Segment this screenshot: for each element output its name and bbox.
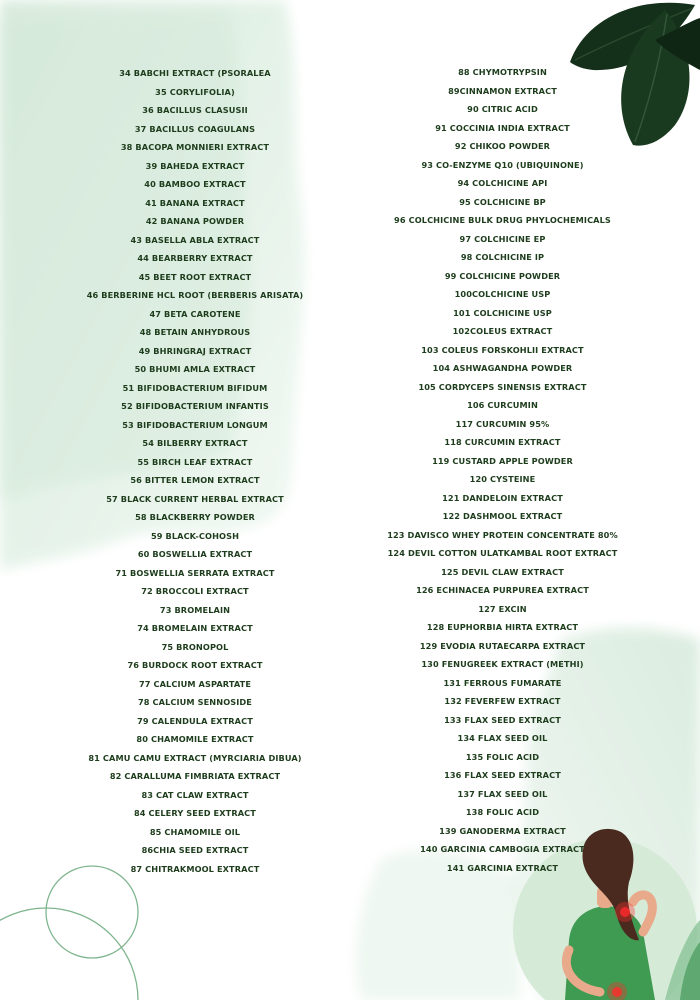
- list-item: 85 CHAMOMILE OIL: [149, 826, 241, 837]
- list-item: 127 EXCIN: [478, 603, 527, 614]
- list-item: 128 EUPHORBIA HIRTA EXTRACT: [426, 622, 579, 632]
- list-item: 58 BLACKBERRY POWDER: [135, 512, 255, 522]
- list-item: 96 COLCHICINE BULK DRUG PHYLOCHEMICALS: [394, 215, 611, 225]
- list-item: 54 BILBERRY EXTRACT: [142, 438, 248, 448]
- list-item: 82 CARALLUMA FIMBRIATA EXTRACT: [109, 771, 281, 781]
- list-item: 50 BHUMI AMLA EXTRACT: [134, 364, 256, 374]
- list-item: 40 BAMBOO EXTRACT: [144, 179, 246, 189]
- list-item: 46 BERBERINE HCL ROOT (BERBERIS ARISATA): [86, 290, 304, 300]
- list-item: 87 CHITRAKMOOL EXTRACT: [130, 863, 260, 874]
- list-item: 45 BEET ROOT EXTRACT: [138, 271, 252, 282]
- list-item: 95 COLCHICINE BP: [459, 196, 546, 207]
- list-item: 117 CURCUMIN 95%: [455, 418, 550, 429]
- list-item: 60 BOSWELLIA EXTRACT: [137, 549, 253, 559]
- list-item: 136 FLAX SEED EXTRACT: [444, 770, 561, 780]
- list-item: 105 CORDYCEPS SINENSIS EXTRACT: [418, 381, 587, 392]
- list-item: 130 FENUGREEK EXTRACT (METHI): [421, 659, 584, 669]
- list-item: 36 BACILLUS CLASUSII: [142, 105, 248, 115]
- list-item: 131 FERROUS FUMARATE: [443, 677, 562, 688]
- list-item: 35 CORYLIFOLIA): [155, 86, 235, 97]
- list-item: 126 ECHINACEA PURPUREA EXTRACT: [416, 585, 589, 595]
- list-item: 138 FOLIC ACID: [465, 807, 540, 817]
- list-item: 76 BURDOCK ROOT EXTRACT: [127, 660, 263, 670]
- list-item: 118 CURCUMIN EXTRACT: [444, 437, 561, 447]
- list-item: 134 FLAX SEED OIL: [457, 733, 548, 743]
- list-item: 132 FEVERFEW EXTRACT: [444, 696, 561, 706]
- list-item: 56 BITTER LEMON EXTRACT: [130, 475, 260, 485]
- list-item: 137 FLAX SEED OIL: [457, 788, 548, 799]
- list-item: 41 BANANA EXTRACT: [145, 197, 245, 208]
- list-item: 79 CALENDULA EXTRACT: [137, 715, 253, 726]
- list-item: 78 CALCIUM SENNOSIDE: [138, 697, 252, 707]
- list-item: 73 BROMELAIN: [159, 604, 231, 615]
- list-item: 135 FOLIC ACID: [465, 751, 540, 762]
- list-item: 139 GANODERMA EXTRACT: [439, 825, 566, 836]
- list-item: 49 BHRINGRAJ EXTRACT: [138, 345, 252, 356]
- list-item: 47 BETA CAROTENE: [149, 308, 241, 319]
- list-item: 88 CHYMOTRYPSIN: [458, 67, 547, 77]
- list-item: 74 BROMELAIN EXTRACT: [137, 623, 253, 633]
- list-item: 99 COLCHICINE POWDER: [444, 270, 561, 281]
- list-item: 51 BIFIDOBACTERIUM BIFIDUM: [122, 382, 268, 393]
- list-item: 94 COLCHICINE API: [457, 178, 548, 188]
- list-item: 48 BETAIN ANHYDROUS: [139, 327, 251, 337]
- list-item: 80 CHAMOMILE EXTRACT: [136, 734, 254, 744]
- list-item: 93 CO-ENZYME Q10 (UBIQUINONE): [421, 159, 584, 170]
- list-item: 101 COLCHICINE USP: [453, 307, 552, 318]
- list-item: 39 BAHEDA EXTRACT: [145, 160, 245, 171]
- list-item: 92 CHIKOO POWDER: [454, 141, 551, 151]
- list-item: 140 GARCINIA CAMBOGIA EXTRACT: [420, 844, 585, 854]
- list-item: 106 CURCUMIN: [467, 400, 538, 410]
- list-item: 89CINNAMON EXTRACT: [448, 85, 557, 96]
- list-item: 44 BEARBERRY EXTRACT: [137, 253, 253, 263]
- list-item: 75 BRONOPOL: [161, 641, 229, 652]
- list-item: 124 DEVIL COTTON ULATKAMBAL ROOT EXTRACT: [387, 548, 618, 558]
- list-item: 141 GARCINIA EXTRACT: [446, 862, 559, 873]
- list-item: 59 BLACK-COHOSH: [150, 530, 240, 541]
- list-item: 38 BACOPA MONNIERI EXTRACT: [120, 142, 270, 152]
- list-item: 34 BABCHI EXTRACT (PSORALEA: [119, 68, 271, 78]
- ingredient-list-left: [60, 64, 330, 878]
- list-item: 97 COLCHICINE EP: [459, 233, 546, 244]
- list-item: 103 COLEUS FORSKOHLII EXTRACT: [421, 344, 584, 355]
- list-item: 77 CALCIUM ASPARTATE: [138, 678, 252, 689]
- list-item: 91 COCCINIA INDIA EXTRACT: [435, 122, 570, 133]
- list-item: 123 DAVISCO WHEY PROTEIN CONCENTRATE 80%: [387, 529, 618, 540]
- list-item: 121 DANDELOIN EXTRACT: [442, 492, 563, 503]
- list-item: 102COLEUS EXTRACT: [452, 326, 553, 336]
- list-item: 133 FLAX SEED EXTRACT: [444, 714, 561, 725]
- list-item: 55 BIRCH LEAF EXTRACT: [137, 456, 253, 467]
- list-item: 81 CAMU CAMU EXTRACT (MYRCIARIA DIBUA): [88, 752, 302, 763]
- list-item: 90 CITRIC ACID: [467, 104, 538, 114]
- list-item: 122 DASHMOOL EXTRACT: [442, 511, 563, 521]
- list-item: 37 BACILLUS COAGULANS: [134, 123, 256, 134]
- list-item: 120 CYSTEINE: [469, 474, 536, 484]
- list-item: 84 CELERY SEED EXTRACT: [134, 808, 256, 818]
- list-item: 129 EVODIA RUTAECARPA EXTRACT: [419, 640, 586, 651]
- list-item: 86CHIA SEED EXTRACT: [141, 845, 249, 855]
- list-item: 42 BANANA POWDER: [145, 216, 245, 226]
- list-item: 98 COLCHICINE IP: [460, 252, 545, 262]
- list-item: 83 CAT CLAW EXTRACT: [141, 789, 249, 800]
- list-item: 52 BIFIDOBACTERIUM INFANTIS: [121, 401, 269, 411]
- list-item: 53 BIFIDOBACTERIUM LONGUM: [122, 419, 268, 430]
- list-item: 57 BLACK CURRENT HERBAL EXTRACT: [106, 493, 284, 504]
- list-item: 104 ASHWAGANDHA POWDER: [432, 363, 573, 373]
- list-item: 71 BOSWELLIA SERRATA EXTRACT: [115, 567, 275, 578]
- ingredient-list-right: [375, 63, 630, 877]
- list-item: 43 BASELLA ABLA EXTRACT: [130, 234, 260, 245]
- list-item: 119 CUSTARD APPLE POWDER: [432, 455, 573, 466]
- list-item: 72 BROCCOLI EXTRACT: [141, 586, 249, 596]
- list-item: 100COLCHICINE USP: [454, 289, 551, 299]
- list-item: 125 DEVIL CLAW EXTRACT: [441, 566, 564, 577]
